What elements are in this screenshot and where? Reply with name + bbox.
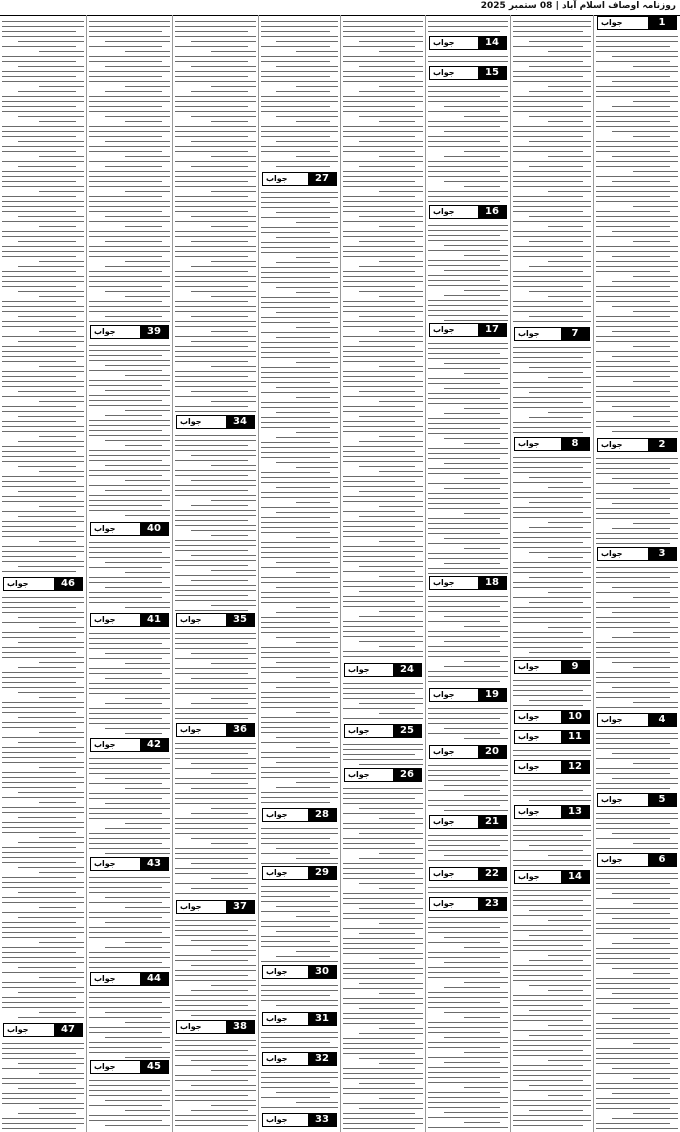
question-tag: جواب [266,174,288,183]
question-number: 13 [561,806,589,818]
question-tag: جواب [433,899,455,908]
question-number: 16 [478,206,506,218]
article-text [2,593,84,1021]
question-tag: جواب [180,615,202,624]
question-number-box [90,738,169,752]
article-text [261,882,338,963]
question-number-box [514,660,590,674]
question-number-box [176,1020,255,1034]
question-number: 14 [561,871,589,883]
question-number-box [514,437,590,451]
question-tag: جواب [94,740,116,749]
question-number: 38 [226,1021,254,1033]
question-tag: جواب [518,662,540,671]
question-number-box [176,415,255,429]
question-number-box [514,327,590,341]
article-text [428,82,508,203]
article-text [343,740,423,766]
question-number: 40 [140,523,168,535]
question-number-box [429,897,507,911]
question-number-box [514,710,590,724]
question-tag: جواب [266,868,288,877]
question-number: 8 [561,438,589,450]
question-number-box [429,815,507,829]
question-number: 37 [226,901,254,913]
question-number: 11 [561,731,589,743]
question-number: 14 [478,37,506,49]
question-number: 1 [648,17,676,29]
article-text [513,746,591,758]
article-text [428,831,508,865]
question-number-box [429,688,507,702]
question-tag: جواب [266,967,288,976]
question-tag: جواب [601,855,623,864]
question-tag: جواب [518,807,540,816]
question-number-box [176,723,255,737]
question-number-box [429,867,507,881]
question-tag: جواب [601,549,623,558]
question-number: 10 [561,711,589,723]
article-text [428,913,508,1130]
article-text [513,886,591,1130]
column-5 [258,15,340,1132]
article-text [175,629,256,721]
question-number-box [429,576,507,590]
article-text [261,17,338,170]
question-number-box [90,613,169,627]
question-number: 33 [308,1114,336,1126]
question-tag: جواب [433,68,455,77]
question-number-box [514,760,590,774]
article-text [343,679,423,722]
question-number-box [90,325,169,339]
question-number: 20 [478,746,506,758]
question-number: 21 [478,816,506,828]
column-8 [0,15,86,1132]
question-number: 42 [140,739,168,751]
question-tag: جواب [94,524,116,533]
question-number: 31 [308,1013,336,1025]
question-number: 4 [648,714,676,726]
article-text [513,343,591,435]
question-number-box [262,965,337,979]
question-number: 36 [226,724,254,736]
question-number-box [429,205,507,219]
article-text [261,188,338,806]
question-number: 19 [478,689,506,701]
question-number: 9 [561,661,589,673]
question-tag: جواب [433,817,455,826]
question-tag: جواب [433,325,455,334]
article-text [596,563,678,711]
column-2 [510,15,593,1132]
article-text [89,17,170,323]
article-text [428,761,508,813]
article-text [175,916,256,1018]
article-text [89,873,170,970]
question-number: 25 [393,725,421,737]
question-number-box [176,613,255,627]
question-number: 30 [308,966,336,978]
question-number: 18 [478,577,506,589]
question-number-box [344,724,422,738]
column-6 [172,15,258,1132]
article-text [428,592,508,686]
question-number-box [597,713,677,727]
question-tag: جواب [433,690,455,699]
question-tag: جواب [94,974,116,983]
question-number: 15 [478,67,506,79]
article-text [89,1076,170,1130]
question-number: 47 [54,1024,82,1036]
question-number-box [3,1023,83,1037]
article-text [513,453,591,658]
question-tag: جواب [518,872,540,881]
article-text [596,32,678,436]
article-text [89,754,170,855]
article-text [596,869,678,1130]
question-tag: جواب [601,795,623,804]
article-text [261,1068,338,1111]
question-number-box [514,870,590,884]
question-tag: جواب [601,440,623,449]
article-text [428,704,508,743]
question-tag: جواب [433,578,455,587]
question-number: 32 [308,1053,336,1065]
article-text [89,988,170,1058]
article-text [261,1028,338,1050]
question-number-box [90,1060,169,1074]
question-number-box [262,1113,337,1127]
question-number-box [429,745,507,759]
question-number: 41 [140,614,168,626]
question-number-box [262,1012,337,1026]
question-tag: جواب [518,762,540,771]
article-text [428,883,508,895]
question-tag: جواب [180,902,202,911]
question-number: 17 [478,324,506,336]
article-text [175,1036,256,1130]
article-text [596,729,678,791]
question-number-box [262,808,337,822]
question-tag: جواب [518,439,540,448]
article-text [343,784,423,1130]
question-number: 2 [648,439,676,451]
article-text [513,821,591,868]
question-tag: جواب [348,665,370,674]
question-number: 27 [308,173,336,185]
question-number-box [344,768,422,782]
article-text [175,739,256,898]
question-number: 39 [140,326,168,338]
question-number: 43 [140,858,168,870]
question-tag: جواب [94,1062,116,1071]
article-text [596,454,678,545]
question-tag: جواب [94,327,116,336]
article-text [175,431,256,611]
question-number-box [3,577,83,591]
question-tag: جواب [348,726,370,735]
question-number-box [262,1052,337,1066]
question-number: 22 [478,868,506,880]
article-text [2,1039,84,1130]
question-tag: جواب [601,18,623,27]
article-text [89,629,170,736]
question-tag: جواب [180,1022,202,1031]
question-tag: جواب [7,1025,29,1034]
article-text [175,17,256,413]
question-number: 7 [561,328,589,340]
article-text [513,17,591,325]
question-number: 5 [648,794,676,806]
article-text [428,17,508,34]
question-number: 35 [226,614,254,626]
question-number: 26 [393,769,421,781]
question-number: 34 [226,416,254,428]
question-tag: جواب [433,747,455,756]
question-tag: جواب [433,207,455,216]
question-number: 24 [393,664,421,676]
article-text [428,52,508,64]
question-number-box [344,663,422,677]
question-number-box [176,900,255,914]
question-number-box [90,522,169,536]
article-text [596,809,678,851]
question-number: 12 [561,761,589,773]
question-number-box [597,793,677,807]
question-number: 46 [54,578,82,590]
question-tag: جواب [266,1014,288,1023]
column-1 [593,15,680,1132]
question-number-box [597,853,677,867]
question-number-box [429,66,507,80]
column-7 [86,15,172,1132]
question-number: 23 [478,898,506,910]
article-text [2,17,84,575]
question-tag: جواب [518,732,540,741]
masthead-title: روزنامہ اوصاف اسلام آباد | 08 ستمبر 2025 [480,1,676,11]
question-number-box [262,866,337,880]
article-text [428,339,508,574]
article-text [513,776,591,803]
question-number-box [90,972,169,986]
question-number: 3 [648,548,676,560]
article-text [428,221,508,321]
article-text [343,17,423,661]
question-tag: جواب [601,715,623,724]
question-number: 44 [140,973,168,985]
question-tag: جواب [518,712,540,721]
question-number: 45 [140,1061,168,1073]
article-text [261,824,338,864]
article-text [89,538,170,611]
article-text [89,341,170,520]
question-number-box [90,857,169,871]
question-number-box [429,323,507,337]
question-number-box [597,16,677,30]
question-number-box [597,438,677,452]
question-tag: جواب [180,725,202,734]
question-tag: جواب [518,329,540,338]
question-tag: جواب [7,579,29,588]
question-number: 29 [308,867,336,879]
question-number: 6 [648,854,676,866]
question-number-box [514,730,590,744]
question-tag: جواب [266,810,288,819]
question-tag: جواب [348,770,370,779]
question-tag: جواب [433,38,455,47]
question-number-box [262,172,337,186]
question-tag: جواب [433,869,455,878]
article-text [261,981,338,1010]
question-number: 28 [308,809,336,821]
masthead-bar [0,0,680,16]
question-tag: جواب [266,1115,288,1124]
question-number-box [597,547,677,561]
question-tag: جواب [266,1054,288,1063]
question-number-box [429,36,507,50]
column-3 [425,15,510,1132]
question-tag: جواب [94,615,116,624]
question-number-box [514,805,590,819]
question-tag: جواب [94,859,116,868]
article-text [513,676,591,708]
column-4 [340,15,425,1132]
question-tag: جواب [180,417,202,426]
